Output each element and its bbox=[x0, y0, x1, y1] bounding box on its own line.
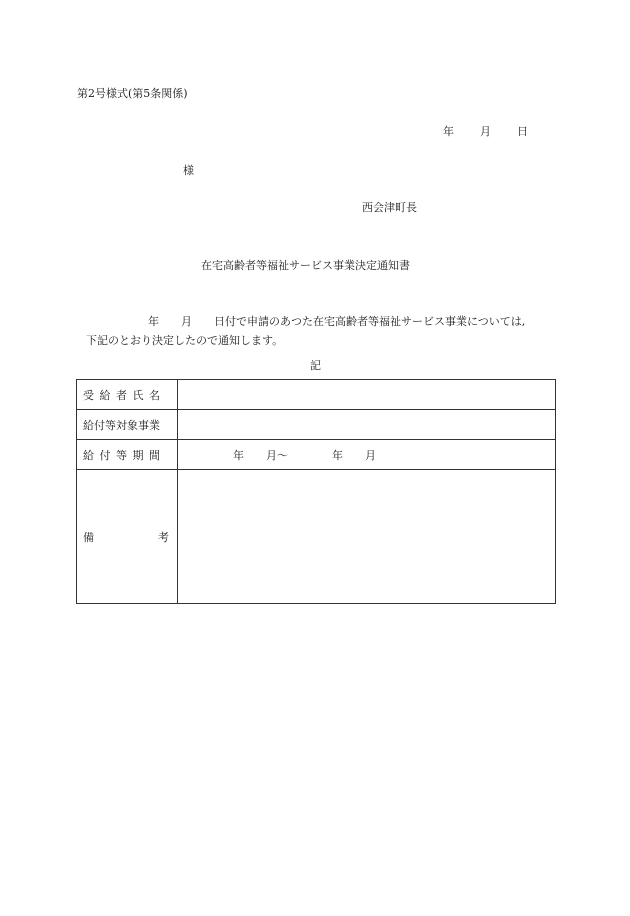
value-recipient-name[interactable] bbox=[178, 380, 556, 410]
date-line bbox=[443, 123, 528, 139]
body-text-line-2: 下記のとおり決定したので通知します。 bbox=[86, 334, 284, 347]
remarks-label-right: 考 bbox=[158, 530, 169, 544]
label-remarks bbox=[77, 470, 178, 604]
table-row-recipient bbox=[77, 380, 556, 410]
table-row-remarks bbox=[77, 470, 556, 604]
label-benefit-period: 給付等期間 bbox=[77, 440, 178, 470]
table-row-period bbox=[77, 440, 556, 470]
date-year: 年 bbox=[443, 125, 454, 138]
body-text-line-1: 年 月 日付で申請のあつた在宅高齢者等福祉サービス事業については, bbox=[148, 315, 526, 328]
recipient-honorific: 様 bbox=[183, 164, 194, 177]
date-month: 月 bbox=[480, 125, 491, 138]
form-number: 第2号様式(第5条関係) bbox=[77, 87, 188, 100]
remarks-label-left: 備 bbox=[83, 530, 94, 544]
ki-heading: 記 bbox=[310, 359, 321, 372]
table-row-service bbox=[77, 410, 556, 440]
value-remarks[interactable] bbox=[178, 470, 556, 604]
details-table bbox=[76, 379, 556, 604]
value-benefit-period[interactable]: 年 月〜 年 月 bbox=[178, 440, 556, 470]
document-title: 在宅高齢者等福祉サービス事業決定通知書 bbox=[201, 259, 410, 272]
issuer-name: 西会津町長 bbox=[362, 201, 417, 214]
date-day: 日 bbox=[517, 125, 528, 138]
label-recipient-name: 受給者氏名 bbox=[77, 380, 178, 410]
label-target-service: 給付等対象事業 bbox=[77, 410, 178, 440]
value-target-service[interactable] bbox=[178, 410, 556, 440]
